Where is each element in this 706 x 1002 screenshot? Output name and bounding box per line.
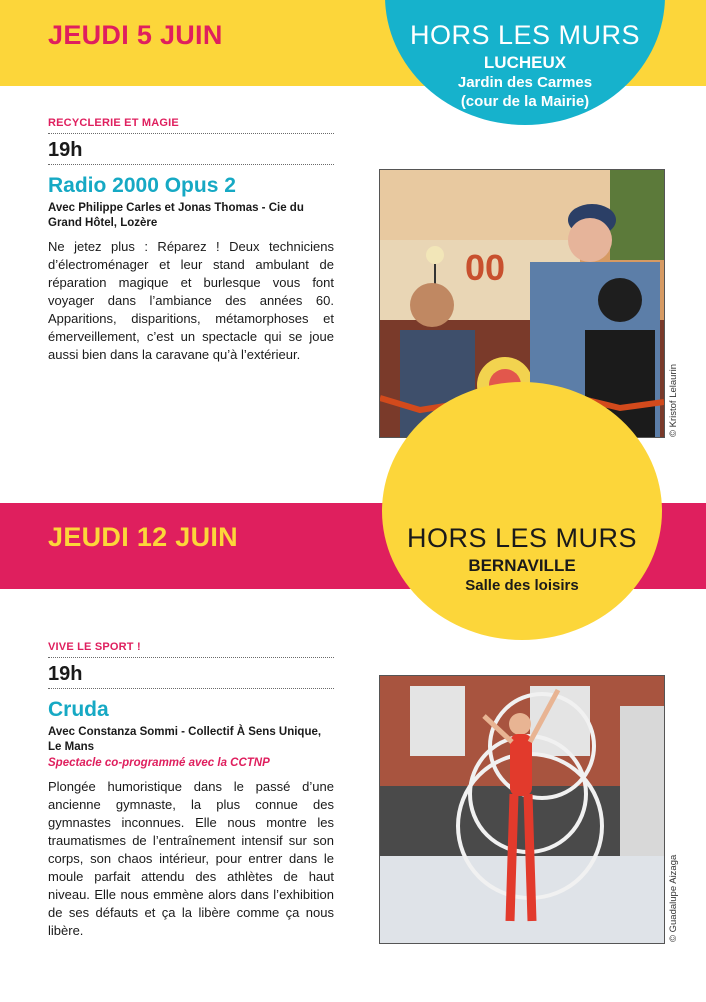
divider bbox=[48, 688, 334, 689]
venue-place-1a: Jardin des Carmes bbox=[457, 74, 593, 91]
venue-town-2: BERNAVILLE bbox=[468, 556, 576, 575]
event-2-photo-credit: © Guadalupe Aizaga bbox=[668, 854, 679, 942]
event-1-artists: Avec Philippe Carles et Jonas Thomas - Cie du Grand Hôtel, Lozère bbox=[48, 202, 304, 229]
event-2-details bbox=[48, 641, 334, 940]
event-1-photo-credit: © Kristof Lelaurin bbox=[668, 363, 679, 437]
venue-circle-1 bbox=[385, 0, 665, 125]
event-2-title: Cruda bbox=[48, 698, 109, 721]
event-1-date: JEUDI 5 JUIN bbox=[48, 20, 223, 50]
event-2-artists: Avec Constanza Sommi - Collectif À Sens Unique, Le Mans bbox=[48, 726, 322, 753]
venue-title-1: HORS LES MURS bbox=[409, 20, 641, 50]
venue-circle-2 bbox=[382, 382, 662, 640]
event-2-description: Plongée humoristique dans le passé d’une ancienne gymnaste, la plus connue des gymnastes inconnues. Elle nous montre les traumatismes de l’entraînement intensif sur son corps, son chaos intérieur, pour entrer dans le moule parfait attendu des athlètes de haut niveau. Elle nous emmène alors dans l’exhibition de ses défauts et ça la libère comme ça nous libère. bbox=[48, 779, 334, 938]
venue-title-2: HORS LES MURS bbox=[406, 523, 638, 553]
gymnast-illustration bbox=[380, 676, 664, 943]
event-2-photo bbox=[379, 675, 665, 944]
event-2-time: 19h bbox=[48, 663, 83, 685]
event-1-title: Radio 2000 Opus 2 bbox=[48, 174, 236, 197]
event-1-time: 19h bbox=[48, 139, 83, 161]
event-1-description: Ne jetez plus : Réparez ! Deux techniciens d’électroménager et leur stand ambulant de réparation magique et burlesque vous font voyager dans l’ambiance des années 60. Apparitions, disparitions, métamorphoses et émerveillement, c’est un spectacle qui se joue aussi bien dans la caravane qu’à l’extérieur. bbox=[48, 239, 334, 362]
venue-place-1b: (cour de la Mairie) bbox=[460, 93, 590, 110]
event-1-details bbox=[48, 117, 334, 364]
event-2-coprogram-note: Spectacle co-programmé avec la CCTNP bbox=[48, 757, 270, 769]
radio-sign-text: 00 bbox=[465, 247, 506, 288]
event-2-date: JEUDI 12 JUIN bbox=[48, 522, 238, 552]
event-2-category: VIVE LE SPORT ! bbox=[48, 641, 141, 653]
venue-place-2: Salle des loisirs bbox=[465, 577, 579, 594]
venue-town-1: LUCHEUX bbox=[483, 53, 567, 72]
event-1-category: RECYCLERIE ET MAGIE bbox=[48, 117, 179, 129]
divider bbox=[48, 164, 334, 165]
